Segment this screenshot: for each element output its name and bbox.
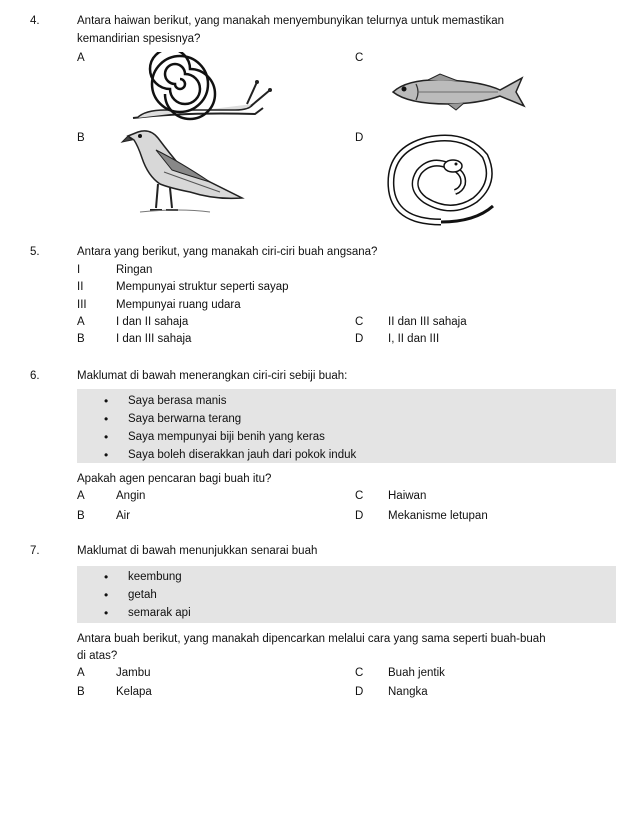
q7-intro: Maklumat di bawah menunjukkan senarai buah [77, 545, 318, 557]
q5-option-a-text: I dan II sahaja [116, 316, 189, 328]
q5-statement-roman: II [77, 281, 84, 293]
q7-option-d-letter: D [355, 686, 364, 698]
q6-option-d-text: Mekanisme letupan [388, 510, 488, 522]
q7-option-a-letter: A [77, 667, 85, 679]
q5-question: Antara yang berikut, yang manakah ciri-ciri buah angsana? [77, 246, 378, 258]
q6-option-b-letter: B [77, 510, 85, 522]
q5-option-d-letter: D [355, 333, 364, 345]
q7-question-line2: di atas? [77, 650, 118, 662]
q7-bullet-item: semarak api [128, 607, 191, 619]
q6-number: 6. [30, 370, 40, 382]
q5-option-b-text: I dan III sahaja [116, 333, 192, 345]
bullet-symbol: • [104, 588, 109, 602]
bullet-symbol: • [104, 430, 109, 444]
q6-bullet-item: Saya boleh diserakkan jauh dari pokok induk [128, 449, 357, 461]
fish-image [388, 72, 528, 112]
q5-number: 5. [30, 246, 40, 258]
q7-option-c-letter: C [355, 667, 364, 679]
q5-statement-text: Mempunyai struktur seperti sayap [116, 281, 289, 293]
q6-option-a-text: Angin [116, 490, 146, 502]
snake-image [385, 126, 497, 228]
q5-option-d-text: I, II dan III [388, 333, 440, 345]
q5-option-b-letter: B [77, 333, 85, 345]
bullet-symbol: • [104, 448, 109, 462]
q4-label-a: A [77, 52, 85, 64]
q6-bullet-item: Saya berasa manis [128, 395, 227, 407]
q4-number: 4. [30, 15, 40, 27]
q6-intro: Maklumat di bawah menerangkan ciri-ciri sebiji buah: [77, 370, 348, 382]
q6-option-b-text: Air [116, 510, 131, 522]
q7-option-d-text: Nangka [388, 686, 428, 698]
q4-question-line2: kemandirian spesisnya? [77, 33, 201, 45]
q5-statement-roman: I [77, 264, 81, 276]
q7-option-b-letter: B [77, 686, 85, 698]
q7-bullet-item: getah [128, 589, 157, 601]
q7-option-b-text: Kelapa [116, 686, 152, 698]
q6-option-a-letter: A [77, 490, 85, 502]
q6-option-c-text: Haiwan [388, 490, 427, 502]
q4-label-b: B [77, 132, 85, 144]
q6-bullet-item: Saya mempunyai biji benih yang keras [128, 431, 325, 443]
q7-bullet-item: keembung [128, 571, 182, 583]
q4-label-d: D [355, 132, 364, 144]
q5-option-a-letter: A [77, 316, 85, 328]
bird-image [120, 126, 250, 218]
q6-bullet-item: Saya berwarna terang [128, 413, 242, 425]
q5-statement-text: Ringan [116, 264, 153, 276]
q7-question-line1: Antara buah berikut, yang manakah dipencarkan melalui cara yang sama seperti buah-buah [77, 633, 546, 645]
q4-label-c: C [355, 52, 364, 64]
q6-option-d-letter: D [355, 510, 364, 522]
q4-question-line1: Antara haiwan berikut, yang manakah menyembunyikan telurnya untuk memastikan [77, 15, 505, 27]
q5-statement-roman: III [77, 299, 87, 311]
bullet-symbol: • [104, 394, 109, 408]
q5-option-c-text: II dan III sahaja [388, 316, 467, 328]
q7-number: 7. [30, 545, 40, 557]
q7-option-c-text: Buah jentik [388, 667, 445, 679]
q6-option-c-letter: C [355, 490, 364, 502]
bullet-symbol: • [104, 606, 109, 620]
q5-statement-text: Mempunyai ruang udara [116, 299, 241, 311]
snail-image [125, 52, 275, 122]
q6-question: Apakah agen pencaran bagi buah itu? [77, 473, 272, 485]
q5-option-c-letter: C [355, 316, 364, 328]
bullet-symbol: • [104, 412, 109, 426]
bullet-symbol: • [104, 570, 109, 584]
q7-option-a-text: Jambu [116, 667, 151, 679]
